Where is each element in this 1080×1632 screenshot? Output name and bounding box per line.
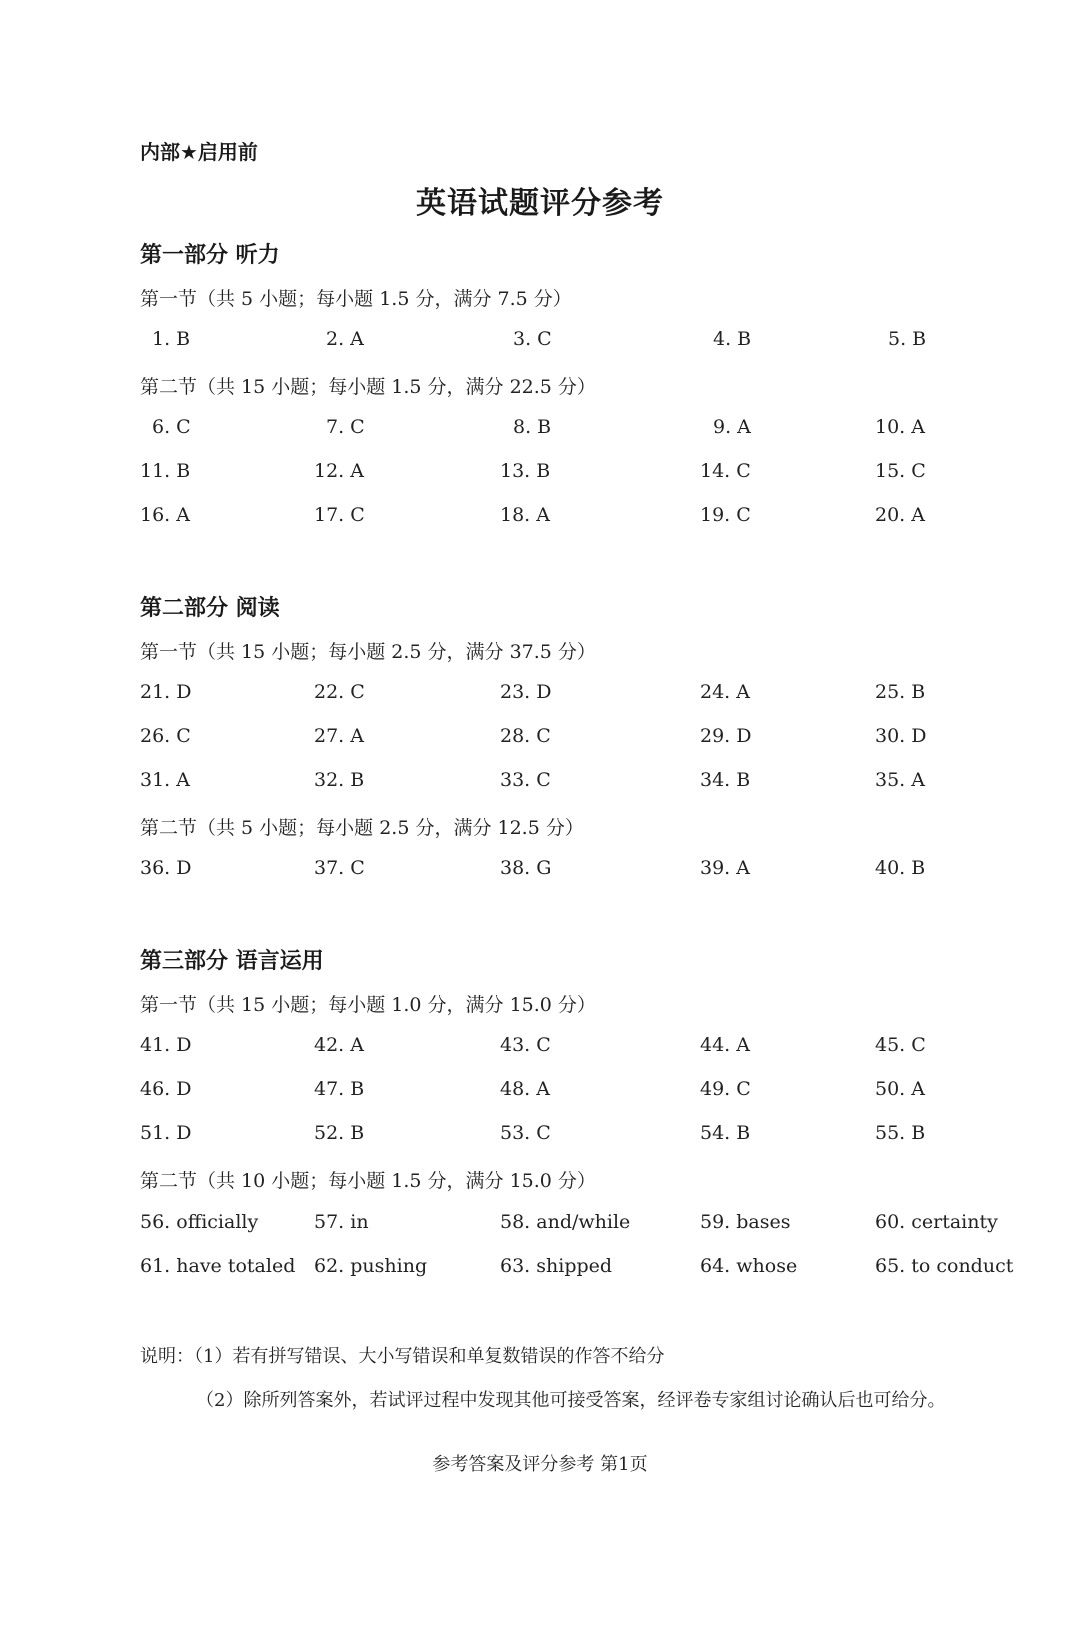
answer-item: 27. A [314,725,364,747]
answer-item: 21. D [140,681,192,703]
answer-item: 54. B [700,1122,751,1144]
answer-row [0,725,1080,755]
answer-item: 56. officially [140,1211,259,1233]
answer-item: 46. D [140,1078,192,1100]
answer-item: 9. A [713,416,751,438]
answer-item: 52. B [314,1122,365,1144]
answer-item: 32. B [314,769,365,791]
answer-item: 43. C [500,1034,551,1056]
answer-item: 5. B [888,328,927,350]
section-heading-listening-2: 第二节（共 15 小题；每小题 1.5 分，满分 22.5 分） [140,376,596,398]
answer-item: 13. B [500,460,551,482]
answer-item: 18. A [500,504,550,526]
answer-row [0,1078,1080,1108]
scoring-note-2: （2）除所列答案外，若试评过程中发现其他可接受答案，经评卷专家组讨论确认后也可给分。 [196,1390,946,1411]
answer-item: 29. D [700,725,752,747]
answer-item: 8. B [513,416,552,438]
answer-item: 53. C [500,1122,551,1144]
answer-item: 17. C [314,504,365,526]
answer-item: 15. C [875,460,926,482]
answer-item: 51. D [140,1122,192,1144]
answer-item: 16. A [140,504,190,526]
answer-item: 11. B [140,460,191,482]
answer-row [0,681,1080,711]
answer-item: 33. C [500,769,551,791]
classification-label: 内部★启用前 [140,140,258,164]
section-heading-listening-1: 第一节（共 5 小题；每小题 1.5 分，满分 7.5 分） [140,288,572,310]
answer-item: 23. D [500,681,552,703]
answer-item: 65. to conduct [875,1255,1014,1277]
answer-item: 62. pushing [314,1255,428,1277]
scoring-note-1: 说明：（1）若有拼写错误、大小写错误和单复数错误的作答不给分 [140,1346,665,1367]
answer-item: 3. C [513,328,552,350]
answer-item: 30. D [875,725,927,747]
answer-item: 6. C [152,416,191,438]
answer-item: 2. A [326,328,364,350]
answer-item: 20. A [875,504,925,526]
answer-item: 63. shipped [500,1255,613,1277]
answer-item: 31. A [140,769,190,791]
answer-item: 42. A [314,1034,364,1056]
answer-item: 10. A [875,416,925,438]
answer-item: 12. A [314,460,364,482]
answer-item: 44. A [700,1034,750,1056]
answer-item: 28. C [500,725,551,747]
answer-item: 24. A [700,681,750,703]
part-heading-language-use: 第三部分 语言运用 [140,949,324,974]
answer-row [0,769,1080,799]
answer-row [0,1211,1080,1241]
answer-item: 64. whose [700,1255,798,1277]
answer-item: 55. B [875,1122,926,1144]
part-heading-listening: 第一部分 听力 [140,243,280,268]
answer-item: 7. C [326,416,365,438]
answer-row [0,1255,1080,1285]
answer-item: 58. and/while [500,1211,631,1233]
answer-item: 36. D [140,857,192,879]
answer-item: 35. A [875,769,925,791]
answer-item: 47. B [314,1078,365,1100]
answer-item: 38. G [500,857,552,879]
answer-item: 1. B [152,328,191,350]
answer-item: 19. C [700,504,751,526]
answer-item: 26. C [140,725,191,747]
answer-item: 40. B [875,857,926,879]
answer-item: 34. B [700,769,751,791]
answer-row [0,460,1080,490]
answer-item: 61. have totaled [140,1255,296,1277]
section-heading-language-2: 第二节（共 10 小题；每小题 1.5 分，满分 15.0 分） [140,1170,596,1192]
page-footer: 参考答案及评分参考 第1页 [432,1454,648,1475]
answer-item: 50. A [875,1078,925,1100]
answer-item: 37. C [314,857,365,879]
page-title: 英语试题评分参考 [416,186,664,221]
section-heading-language-1: 第一节（共 15 小题；每小题 1.0 分，满分 15.0 分） [140,994,596,1016]
answer-row [0,1034,1080,1064]
answer-item: 39. A [700,857,750,879]
answer-item: 41. D [140,1034,192,1056]
answer-row [0,1122,1080,1152]
answer-row [0,504,1080,534]
answer-item: 60. certainty [875,1211,998,1233]
answer-item: 48. A [500,1078,550,1100]
answer-item: 14. C [700,460,751,482]
answer-item: 22. C [314,681,365,703]
answer-item: 4. B [713,328,752,350]
section-heading-reading-2: 第二节（共 5 小题；每小题 2.5 分，满分 12.5 分） [140,817,584,839]
answer-item: 25. B [875,681,926,703]
part-heading-reading: 第二部分 阅读 [140,596,280,621]
answer-row [0,416,1080,446]
section-heading-reading-1: 第一节（共 15 小题；每小题 2.5 分，满分 37.5 分） [140,641,596,663]
answer-item: 57. in [314,1211,369,1233]
answer-item: 59. bases [700,1211,791,1233]
answer-row [0,328,1080,358]
answer-item: 49. C [700,1078,751,1100]
answer-row [0,857,1080,887]
answer-item: 45. C [875,1034,926,1056]
